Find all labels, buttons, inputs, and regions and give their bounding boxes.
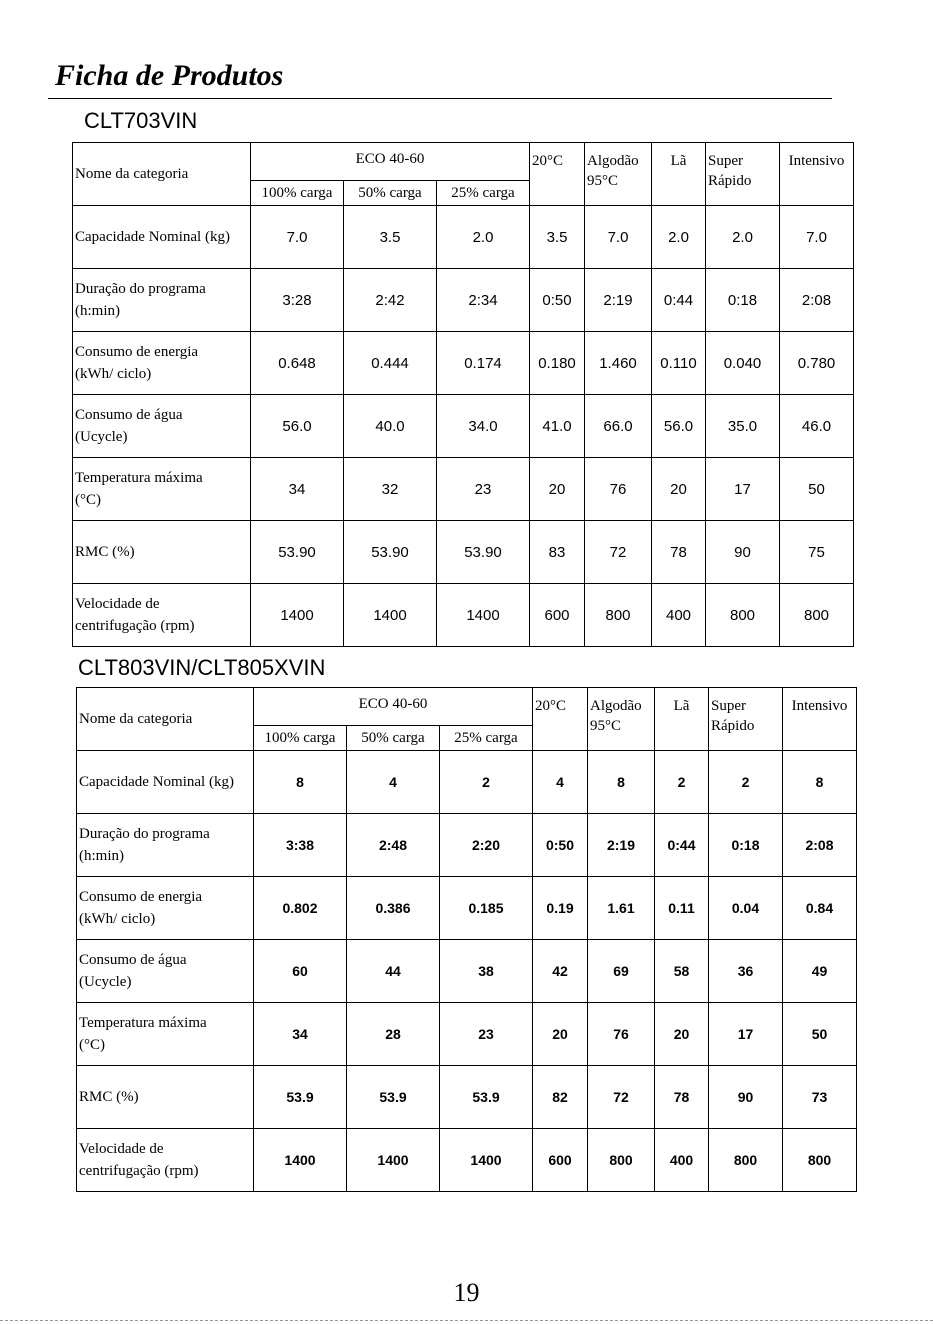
table-cell: 4 <box>347 751 440 814</box>
table-cell: 2:19 <box>588 814 655 877</box>
page-title: Ficha de Produtos <box>55 59 284 92</box>
table-cell: 69 <box>588 940 655 1003</box>
header-load: 50% carga <box>344 181 437 206</box>
table-cell: 3.5 <box>530 206 585 269</box>
table-cell: 75 <box>780 521 854 584</box>
table-row <box>77 751 857 814</box>
table-cell: 0.110 <box>652 332 706 395</box>
title-rule <box>48 98 832 99</box>
table-cell: 2:42 <box>344 269 437 332</box>
table-cell: 53.90 <box>251 521 344 584</box>
table-cell: 44 <box>347 940 440 1003</box>
header-category: Nome da categoria <box>73 143 251 206</box>
table-cell: 35.0 <box>706 395 780 458</box>
table-row <box>73 584 854 647</box>
table-cell: 56.0 <box>251 395 344 458</box>
table-row <box>77 1129 857 1192</box>
table-cell: 50 <box>780 458 854 521</box>
row-label: Capacidade Nominal (kg) <box>73 206 251 269</box>
row-label: Capacidade Nominal (kg) <box>77 751 254 814</box>
table-cell: 0.174 <box>437 332 530 395</box>
table-cell: 20 <box>530 458 585 521</box>
table-cell: 2:48 <box>347 814 440 877</box>
table-cell: 20 <box>533 1003 588 1066</box>
spec-grid <box>72 142 854 647</box>
header-program: 20°C <box>533 688 588 751</box>
table-cell: 23 <box>440 1003 533 1066</box>
table-cell: 3.5 <box>344 206 437 269</box>
table-cell: 2:34 <box>437 269 530 332</box>
table-cell: 40.0 <box>344 395 437 458</box>
table-cell: 400 <box>655 1129 709 1192</box>
header-eco: ECO 40-60 <box>251 143 530 181</box>
header-program: Lã <box>655 688 709 751</box>
table-cell: 20 <box>655 1003 709 1066</box>
table-cell: 17 <box>706 458 780 521</box>
table-cell: 2.0 <box>437 206 530 269</box>
table-cell: 0.802 <box>254 877 347 940</box>
table-cell: 0:44 <box>655 814 709 877</box>
table-cell: 1400 <box>440 1129 533 1192</box>
table-cell: 90 <box>706 521 780 584</box>
table-cell: 17 <box>709 1003 783 1066</box>
table-cell: 0.040 <box>706 332 780 395</box>
spec-grid <box>76 687 857 1192</box>
row-label: Consumo de energia (kWh/ ciclo) <box>77 877 254 940</box>
table-cell: 78 <box>655 1066 709 1129</box>
table-cell: 1.460 <box>585 332 652 395</box>
table-cell: 7.0 <box>251 206 344 269</box>
table-cell: 1400 <box>437 584 530 647</box>
table-cell: 0:18 <box>709 814 783 877</box>
table-cell: 46.0 <box>780 395 854 458</box>
table-cell: 800 <box>585 584 652 647</box>
page-edge-line <box>0 1320 933 1321</box>
table-cell: 2:08 <box>780 269 854 332</box>
row-label: Temperatura máxima (°C) <box>77 1003 254 1066</box>
table-cell: 8 <box>588 751 655 814</box>
table-cell: 1400 <box>251 584 344 647</box>
table-cell: 600 <box>533 1129 588 1192</box>
table-cell: 2.0 <box>652 206 706 269</box>
table-cell: 800 <box>783 1129 857 1192</box>
header-load: 25% carga <box>437 181 530 206</box>
table-cell: 41.0 <box>530 395 585 458</box>
table-row <box>73 521 854 584</box>
table-cell: 0:50 <box>530 269 585 332</box>
table-row <box>77 1003 857 1066</box>
table-cell: 53.9 <box>254 1066 347 1129</box>
table-cell: 0.04 <box>709 877 783 940</box>
row-label: Consumo de água (Ucycle) <box>77 940 254 1003</box>
table-cell: 0.444 <box>344 332 437 395</box>
table-cell: 53.9 <box>440 1066 533 1129</box>
header-eco: ECO 40-60 <box>254 688 533 726</box>
table-cell: 0.185 <box>440 877 533 940</box>
table-row <box>77 877 857 940</box>
table-cell: 53.90 <box>437 521 530 584</box>
row-label: Temperatura máxima (°C) <box>73 458 251 521</box>
model-title-1: CLT703VIN <box>84 108 198 133</box>
table-cell: 0.19 <box>533 877 588 940</box>
table-cell: 800 <box>780 584 854 647</box>
row-label: Duração do programa (h:min) <box>77 814 254 877</box>
table-cell: 800 <box>709 1129 783 1192</box>
row-label: RMC (%) <box>77 1066 254 1129</box>
table-cell: 2:08 <box>783 814 857 877</box>
table-cell: 58 <box>655 940 709 1003</box>
table-cell: 38 <box>440 940 533 1003</box>
header-program: Algodão 95°C <box>585 143 652 206</box>
table-row <box>73 332 854 395</box>
table-cell: 1400 <box>344 584 437 647</box>
header-program: Lã <box>652 143 706 206</box>
table-cell: 1400 <box>254 1129 347 1192</box>
table-cell: 53.9 <box>347 1066 440 1129</box>
table-row <box>73 269 854 332</box>
table-cell: 2 <box>655 751 709 814</box>
row-label: RMC (%) <box>73 521 251 584</box>
table-cell: 76 <box>588 1003 655 1066</box>
table-cell: 0.780 <box>780 332 854 395</box>
table-cell: 60 <box>254 940 347 1003</box>
header-load: 100% carga <box>254 726 347 751</box>
table-cell: 2.0 <box>706 206 780 269</box>
table-cell: 50 <box>783 1003 857 1066</box>
table-cell: 4 <box>533 751 588 814</box>
table-cell: 2:20 <box>440 814 533 877</box>
table-cell: 42 <box>533 940 588 1003</box>
table-row <box>77 940 857 1003</box>
row-label: Consumo de água (Ucycle) <box>73 395 251 458</box>
header-load: 25% carga <box>440 726 533 751</box>
table-cell: 0:44 <box>652 269 706 332</box>
row-label: Velocidade de centrifugação (rpm) <box>73 584 251 647</box>
table-cell: 82 <box>533 1066 588 1129</box>
table-cell: 36 <box>709 940 783 1003</box>
table-cell: 8 <box>254 751 347 814</box>
header-program: Intensivo <box>780 143 854 206</box>
header-program: 20°C <box>530 143 585 206</box>
table-cell: 600 <box>530 584 585 647</box>
table-cell: 66.0 <box>585 395 652 458</box>
table-cell: 3:28 <box>251 269 344 332</box>
table-cell: 76 <box>585 458 652 521</box>
table-cell: 56.0 <box>652 395 706 458</box>
table-cell: 78 <box>652 521 706 584</box>
table-cell: 0.84 <box>783 877 857 940</box>
page-number: 19 <box>453 1278 480 1307</box>
table-cell: 7.0 <box>780 206 854 269</box>
table-row <box>77 1066 857 1129</box>
table-cell: 34.0 <box>437 395 530 458</box>
table-row <box>73 458 854 521</box>
table-cell: 72 <box>585 521 652 584</box>
table-cell: 0.648 <box>251 332 344 395</box>
table-cell: 23 <box>437 458 530 521</box>
table-cell: 8 <box>783 751 857 814</box>
table-cell: 90 <box>709 1066 783 1129</box>
table-cell: 1400 <box>347 1129 440 1192</box>
header-program: Algodão 95°C <box>588 688 655 751</box>
table-cell: 53.90 <box>344 521 437 584</box>
row-label: Velocidade de centrifugação (rpm) <box>77 1129 254 1192</box>
table-cell: 20 <box>652 458 706 521</box>
table-row <box>77 814 857 877</box>
table-cell: 3:38 <box>254 814 347 877</box>
header-program: Intensivo <box>783 688 857 751</box>
header-program: Super Rápido <box>709 688 783 751</box>
table-cell: 34 <box>254 1003 347 1066</box>
model-title-2: CLT803VIN/CLT805XVIN <box>78 655 326 680</box>
table-cell: 2 <box>440 751 533 814</box>
table-cell: 49 <box>783 940 857 1003</box>
table-cell: 83 <box>530 521 585 584</box>
header-load: 100% carga <box>251 181 344 206</box>
header-category: Nome da categoria <box>77 688 254 751</box>
table-cell: 0.11 <box>655 877 709 940</box>
table-cell: 34 <box>251 458 344 521</box>
table-cell: 0.180 <box>530 332 585 395</box>
table-row <box>73 206 854 269</box>
table-row <box>73 395 854 458</box>
table-cell: 73 <box>783 1066 857 1129</box>
row-label: Duração do programa (h:min) <box>73 269 251 332</box>
row-label: Consumo de energia (kWh/ ciclo) <box>73 332 251 395</box>
table-cell: 32 <box>344 458 437 521</box>
table-cell: 400 <box>652 584 706 647</box>
table-cell: 0:50 <box>533 814 588 877</box>
header-program: Super Rápido <box>706 143 780 206</box>
table-cell: 1.61 <box>588 877 655 940</box>
table-cell: 0:18 <box>706 269 780 332</box>
table-cell: 2:19 <box>585 269 652 332</box>
header-load: 50% carga <box>347 726 440 751</box>
table-cell: 28 <box>347 1003 440 1066</box>
table-cell: 72 <box>588 1066 655 1129</box>
table-cell: 0.386 <box>347 877 440 940</box>
table-cell: 2 <box>709 751 783 814</box>
table-cell: 800 <box>588 1129 655 1192</box>
table-cell: 7.0 <box>585 206 652 269</box>
table-cell: 800 <box>706 584 780 647</box>
